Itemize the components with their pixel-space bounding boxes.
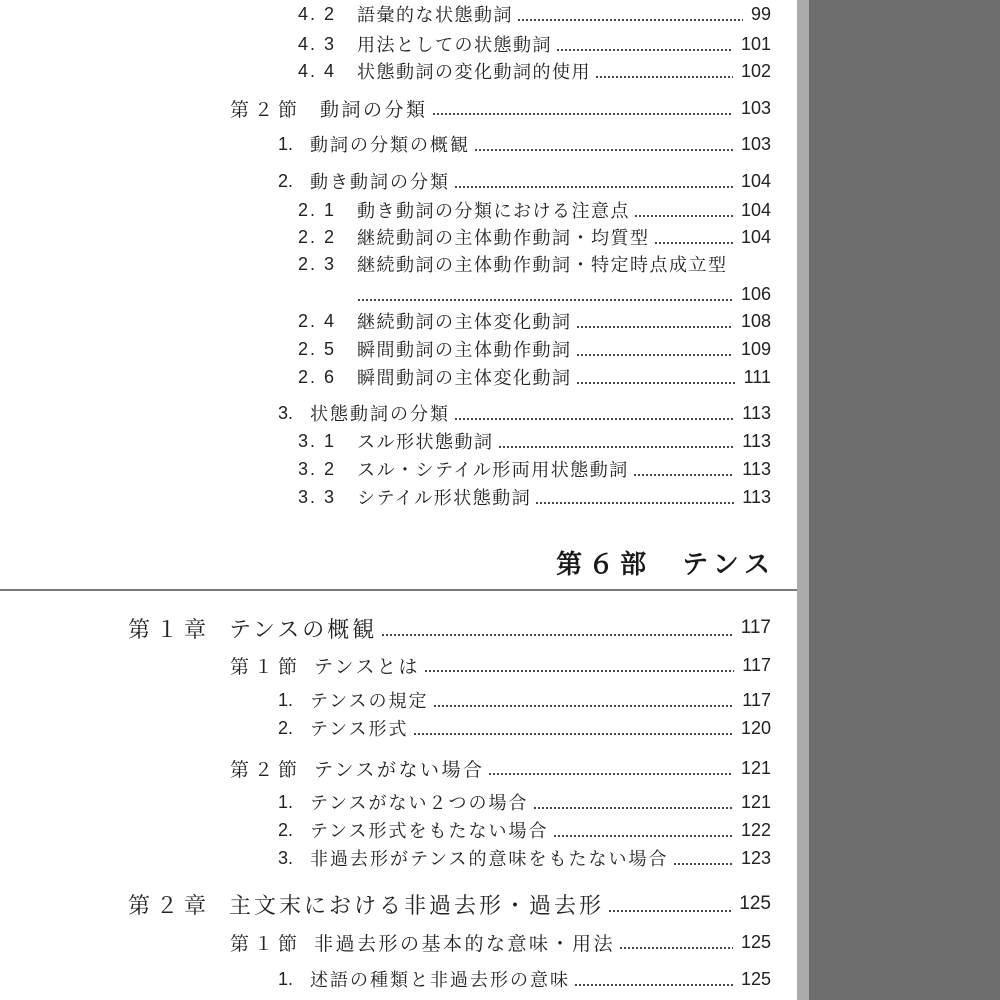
toc-number: 3. <box>278 402 294 423</box>
toc-number: 2. 6 <box>298 366 337 387</box>
dot-leader <box>619 947 733 949</box>
dot-leader <box>498 446 735 448</box>
toc-page-number: 102 <box>740 60 771 81</box>
toc-number: 1. <box>278 791 294 812</box>
toc-number: 4. 4 <box>298 60 337 81</box>
toc-title: 用法としての状態動詞 <box>357 35 552 56</box>
toc-number: 3. 2 <box>298 458 337 479</box>
dot-leader <box>474 149 733 151</box>
toc-title: 動詞の分類の概観 <box>310 135 470 156</box>
toc-number: 2. 4 <box>298 310 337 331</box>
toc-section-entry <box>230 95 771 121</box>
toc-item-entry <box>278 687 771 713</box>
dot-leader <box>576 382 736 384</box>
toc-item-entry <box>278 789 771 815</box>
toc-title: 瞬間動詞の主体変化動詞 <box>357 368 572 389</box>
toc-page-number: 104 <box>740 226 771 247</box>
toc-number: 4. 2 <box>298 3 337 24</box>
dot-leader <box>595 76 733 78</box>
toc-number: 3. <box>278 847 294 868</box>
toc-page-number: 103 <box>740 133 771 154</box>
toc-item-entry <box>278 966 771 992</box>
dot-leader <box>574 984 733 986</box>
toc-page-number: 117 <box>742 654 771 675</box>
toc-page-number: 121 <box>740 791 771 812</box>
toc-title: 瞬間動詞の主体動作動詞 <box>357 340 572 361</box>
toc-title: テンスがない２つの場合 <box>310 793 529 814</box>
toc-page-number: 120 <box>740 717 771 738</box>
dot-leader <box>576 326 733 328</box>
toc-number: 2. 3 <box>298 253 337 274</box>
toc-number: 3. 1 <box>298 430 337 451</box>
dot-leader <box>576 354 733 356</box>
toc-subitem-entry <box>298 484 771 510</box>
toc-number: 1. <box>278 133 294 154</box>
toc-title: 語彙的な状態動詞 <box>357 5 513 26</box>
dot-leader <box>517 19 743 21</box>
toc-title: 動き動詞の分類 <box>310 172 450 193</box>
part-heading <box>556 542 776 582</box>
toc-section-entry <box>230 755 771 781</box>
toc-number: 4. 3 <box>298 33 337 54</box>
toc-item-entry <box>278 168 771 194</box>
toc-page-number: 117 <box>740 617 771 638</box>
toc-title: 状態動詞の分類 <box>310 404 450 425</box>
toc-title: スル形状態動詞 <box>357 432 494 453</box>
toc-item-entry <box>278 131 771 157</box>
toc-number: 第２節 <box>230 759 303 781</box>
toc-title: 状態動詞の変化動詞的使用 <box>357 62 591 83</box>
toc-section-entry <box>230 652 771 678</box>
toc-title: 継続動詞の主体動作動詞・均質型 <box>357 228 650 249</box>
toc-number: 第１節 <box>230 933 303 955</box>
toc-subitem-entry <box>298 58 771 84</box>
toc-number: 第１章 <box>128 616 213 642</box>
toc-item-entry <box>278 845 771 871</box>
toc-title: テンスの概観 <box>229 617 378 643</box>
toc-title: 動き動詞の分類における注意点 <box>357 201 630 222</box>
toc-page-number: 101 <box>740 33 771 54</box>
toc-title: テンスの規定 <box>310 691 429 712</box>
toc-subitem-entry <box>298 364 771 390</box>
toc-number: 2. 5 <box>298 338 337 359</box>
toc-title: 動詞の分類 <box>320 98 428 121</box>
dot-leader <box>654 242 733 244</box>
dot-leader <box>357 299 733 301</box>
toc-title: 非過去形がテンス的意味をもたない場合 <box>310 849 669 870</box>
dot-leader <box>608 910 731 912</box>
toc-number: 第２節 <box>230 99 303 121</box>
toc-page-number: 108 <box>740 310 771 331</box>
toc-page-number: 106 <box>740 283 771 304</box>
toc-number: 第１節 <box>230 656 303 678</box>
part-number: 第６部 <box>556 549 653 580</box>
dot-leader <box>488 773 732 775</box>
toc-chapter-entry <box>128 613 771 643</box>
toc-title: 継続動詞の主体動作動詞・特定時点成立型 <box>357 255 728 276</box>
dot-leader <box>553 835 733 837</box>
toc-page-number: 104 <box>740 199 771 220</box>
toc-page-number: 122 <box>740 819 771 840</box>
toc-subitem-entry <box>298 31 771 57</box>
toc-subitem-entry <box>298 251 771 277</box>
dot-leader <box>432 113 733 115</box>
toc-title: 主文末における非過去形・過去形 <box>229 893 605 919</box>
dot-leader <box>556 49 733 51</box>
toc-title: テンス形式 <box>310 719 409 740</box>
toc-chapter-entry <box>128 889 771 919</box>
toc-subitem-entry <box>298 1 771 27</box>
toc-subitem-entry <box>298 308 771 334</box>
toc-number: 2. 1 <box>298 199 337 220</box>
toc-number: 2. <box>278 819 294 840</box>
toc-page-number: 123 <box>740 847 771 868</box>
toc-page-number: 113 <box>742 458 771 479</box>
toc-number: 1. <box>278 968 294 989</box>
toc-subitem-entry <box>298 456 771 482</box>
toc-page-number: 117 <box>742 689 771 710</box>
toc-item-entry <box>278 715 771 741</box>
toc-page-number: 111 <box>743 366 771 387</box>
dot-leader <box>433 705 735 707</box>
toc-title: 非過去形の基本的な意味・用法 <box>314 932 616 955</box>
dot-leader <box>673 863 733 865</box>
toc-subitem-entry <box>298 428 771 454</box>
toc-page-number: 113 <box>742 402 771 423</box>
toc-page-number: 99 <box>750 3 771 24</box>
toc-title: シテイル形状態動詞 <box>357 488 532 509</box>
toc-subitem-entry <box>298 197 771 223</box>
toc-title: スル・シテイル形両用状態動詞 <box>357 460 629 481</box>
toc-item-entry <box>278 400 771 426</box>
dot-leader <box>533 807 733 809</box>
toc-section-entry <box>230 929 771 955</box>
dot-leader <box>381 634 732 636</box>
toc-page-number: 125 <box>739 893 771 914</box>
toc-page-number: 104 <box>740 170 771 191</box>
toc-page-number: 125 <box>740 931 771 952</box>
toc-title: 継続動詞の主体変化動詞 <box>357 312 572 333</box>
dot-leader <box>634 215 733 217</box>
dot-leader <box>633 474 735 476</box>
toc-number: 3. 3 <box>298 486 337 507</box>
toc-item-entry <box>278 817 771 843</box>
toc-page-number: 125 <box>740 968 771 989</box>
toc-title: テンスがない場合 <box>314 758 485 781</box>
toc-title: テンス形式をもたない場合 <box>310 821 549 842</box>
toc-number: 2. <box>278 717 294 738</box>
toc-number: 第２章 <box>128 892 213 918</box>
toc-subitem-entry <box>298 336 771 362</box>
part-title: テンス <box>682 549 776 580</box>
toc-title: 述語の種類と非過去形の意味 <box>310 970 570 991</box>
dot-leader <box>454 186 733 188</box>
part-divider-rule <box>0 589 797 591</box>
toc-number: 1. <box>278 689 294 710</box>
dot-leader <box>535 502 734 504</box>
toc-page-number: 113 <box>742 430 771 451</box>
toc-page-number: 109 <box>740 338 771 359</box>
toc-page-number: 113 <box>742 486 771 507</box>
dot-leader <box>454 418 734 420</box>
toc-entry-continuation <box>298 281 771 307</box>
toc-title: テンスとは <box>314 655 420 678</box>
toc-subitem-entry <box>298 224 771 250</box>
toc-number: 2. <box>278 170 294 191</box>
dot-leader <box>413 733 733 735</box>
toc-number: 2. 2 <box>298 226 337 247</box>
toc-page-number: 103 <box>740 97 771 118</box>
toc-page-number: 121 <box>740 757 771 778</box>
adjacent-margin-band <box>809 0 1000 1000</box>
page-edge-shadow <box>797 0 809 1000</box>
dot-leader <box>424 670 734 672</box>
